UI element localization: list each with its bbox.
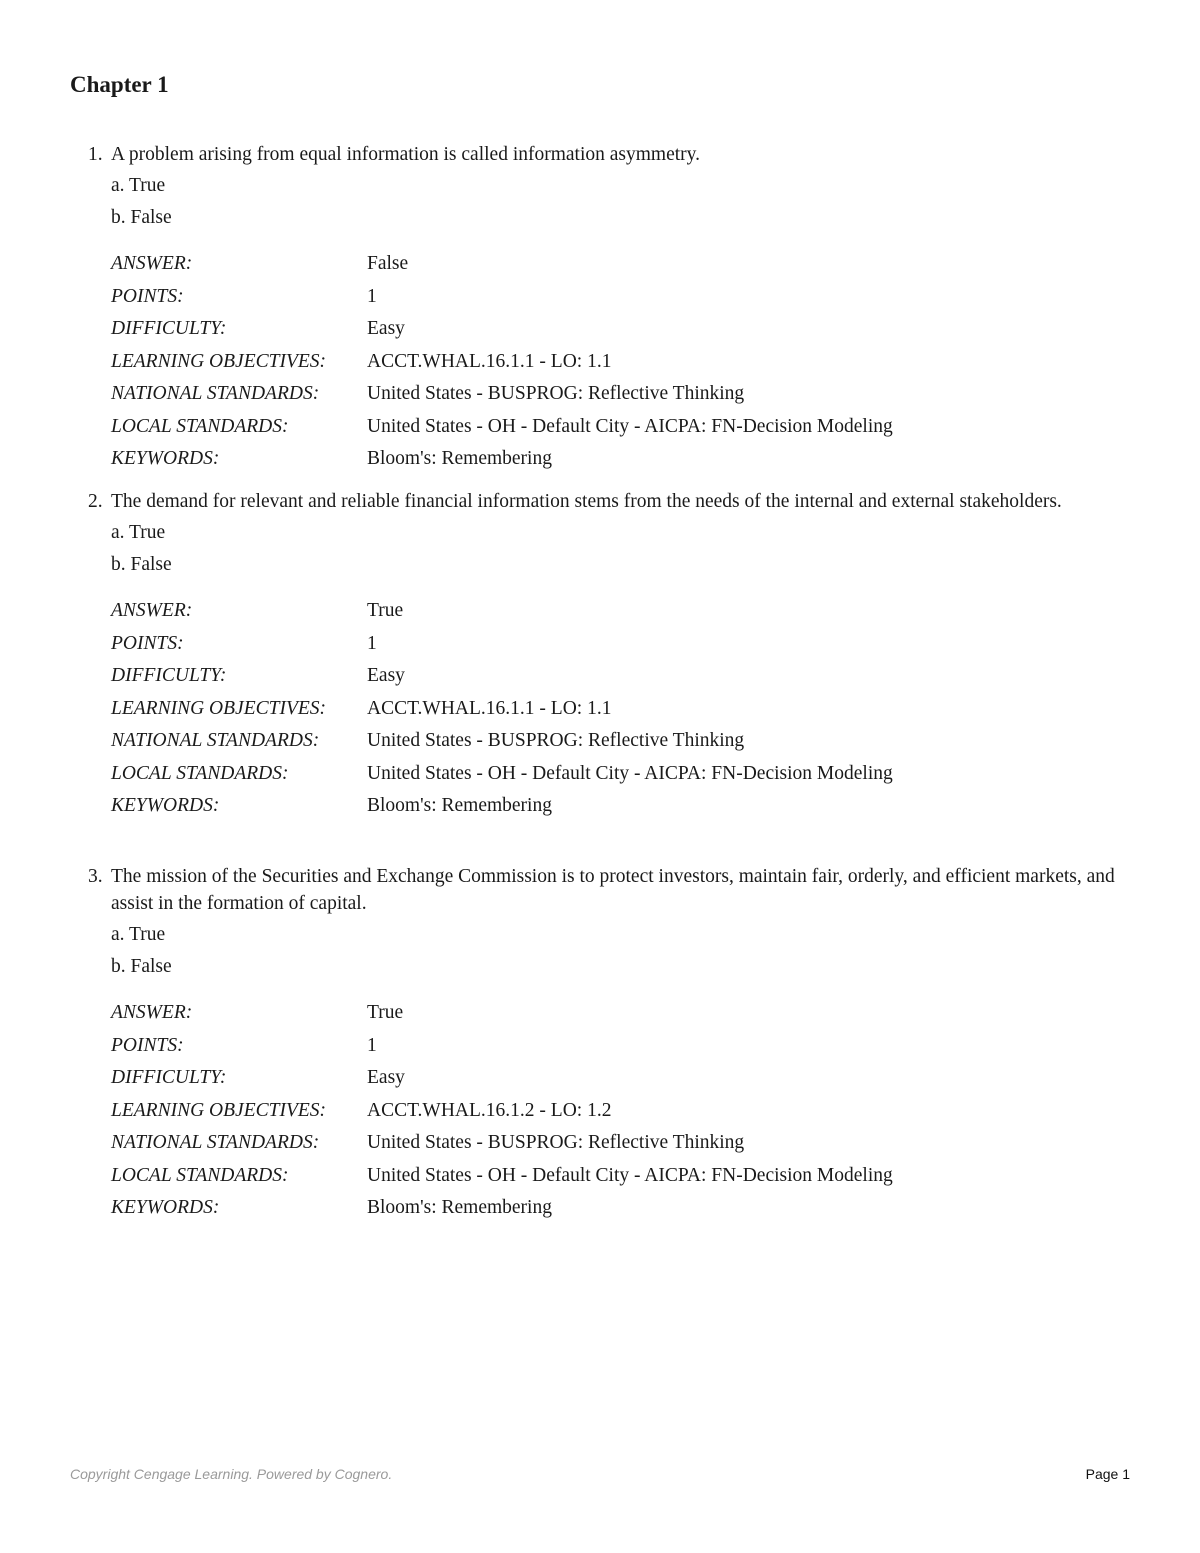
meta-key: POINTS:: [111, 285, 184, 307]
option-b: b. False: [111, 554, 172, 575]
meta-row-learning-objectives: [111, 1095, 893, 1128]
question-text: The mission of the Securities and Exchange Commission is to protect investors, maintain fair, orderly, and efficient markets, and assist in the formation of capital.: [111, 866, 1115, 914]
meta-key: LOCAL STANDARDS:: [111, 415, 289, 437]
meta-value: 1: [367, 285, 377, 307]
meta-row-points: [111, 1030, 893, 1063]
question-text: The demand for relevant and reliable financial information stems from the needs of the internal and external stakeholders.: [111, 491, 1062, 512]
question-stem: [88, 863, 1118, 917]
question-metadata: [111, 997, 893, 1225]
meta-value: False: [367, 253, 409, 275]
meta-row-points: [111, 628, 893, 661]
meta-value: True: [367, 600, 404, 622]
meta-row-local-standards: [111, 1160, 893, 1193]
meta-value: Easy: [367, 1067, 405, 1089]
option-b: b. False: [111, 956, 172, 977]
option-a: a. True: [111, 924, 166, 945]
meta-row-national-standards: [111, 725, 893, 758]
meta-row-points: [111, 281, 893, 314]
meta-value: United States - BUSPROG: Reflective Thinking: [367, 1132, 745, 1154]
question-2: [88, 488, 1118, 823]
meta-key: KEYWORDS:: [111, 448, 220, 470]
meta-key: DIFFICULTY:: [111, 318, 227, 340]
answer-options: [111, 919, 1118, 983]
meta-row-answer: [111, 595, 893, 628]
question-number: 3.: [88, 866, 103, 887]
meta-row-keywords: [111, 1192, 893, 1225]
meta-row-answer: [111, 248, 893, 281]
meta-row-keywords: [111, 790, 893, 823]
meta-value: United States - OH - Default City - AICPA: FN-Decision Modeling: [367, 762, 893, 784]
meta-row-learning-objectives: [111, 346, 893, 379]
question-number: 2.: [88, 491, 103, 512]
meta-value: True: [367, 1002, 404, 1024]
page-title: Chapter 1: [70, 72, 169, 97]
question-metadata: [111, 248, 893, 476]
meta-row-difficulty: [111, 660, 893, 693]
meta-key: DIFFICULTY:: [111, 665, 227, 687]
meta-value: Bloom's: Remembering: [367, 795, 552, 817]
question-metadata: [111, 595, 893, 823]
option-b: b. False: [111, 207, 172, 228]
meta-key: LEARNING OBJECTIVES:: [111, 1099, 327, 1121]
question-number: 1.: [88, 144, 103, 165]
meta-value: ACCT.WHAL.16.1.2 - LO: 1.2: [367, 1099, 612, 1121]
meta-row-learning-objectives: [111, 693, 893, 726]
question-3: [88, 863, 1118, 1225]
meta-key: KEYWORDS:: [111, 795, 220, 817]
footer-copyright: Copyright Cengage Learning. Powered by Cognero.: [70, 1466, 393, 1482]
meta-value: ACCT.WHAL.16.1.1 - LO: 1.1: [367, 350, 612, 372]
meta-key: POINTS:: [111, 1034, 184, 1056]
meta-row-keywords: [111, 443, 893, 476]
meta-key: NATIONAL STANDARDS:: [111, 1132, 320, 1154]
question-text: A problem arising from equal information is called information asymmetry.: [111, 144, 701, 165]
meta-key: ANSWER:: [111, 600, 193, 622]
meta-row-national-standards: [111, 1127, 893, 1160]
meta-row-difficulty: [111, 313, 893, 346]
question-stem: [88, 141, 1118, 168]
meta-value: United States - BUSPROG: Reflective Thinking: [367, 383, 745, 405]
meta-key: LOCAL STANDARDS:: [111, 762, 289, 784]
meta-value: Bloom's: Remembering: [367, 448, 552, 470]
meta-key: ANSWER:: [111, 1002, 193, 1024]
option-a: a. True: [111, 522, 166, 543]
meta-value: 1: [367, 632, 377, 654]
meta-key: KEYWORDS:: [111, 1197, 220, 1219]
answer-options: [111, 517, 1118, 581]
meta-row-local-standards: [111, 758, 893, 791]
meta-value: United States - OH - Default City - AICPA: FN-Decision Modeling: [367, 415, 893, 437]
meta-value: 1: [367, 1034, 377, 1056]
meta-row-answer: [111, 997, 893, 1030]
meta-key: LEARNING OBJECTIVES:: [111, 350, 327, 372]
question-1: [88, 141, 1118, 476]
meta-key: ANSWER:: [111, 253, 193, 275]
meta-row-national-standards: [111, 378, 893, 411]
meta-value: Easy: [367, 318, 405, 340]
footer-page-number: Page 1: [1085, 1466, 1130, 1482]
meta-value: United States - OH - Default City - AICPA: FN-Decision Modeling: [367, 1164, 893, 1186]
meta-key: LEARNING OBJECTIVES:: [111, 697, 327, 719]
meta-value: Easy: [367, 665, 405, 687]
meta-row-local-standards: [111, 411, 893, 444]
meta-value: ACCT.WHAL.16.1.1 - LO: 1.1: [367, 697, 612, 719]
answer-options: [111, 170, 1118, 234]
meta-key: NATIONAL STANDARDS:: [111, 730, 320, 752]
option-a: a. True: [111, 175, 166, 196]
meta-key: NATIONAL STANDARDS:: [111, 383, 320, 405]
meta-key: POINTS:: [111, 632, 184, 654]
meta-key: LOCAL STANDARDS:: [111, 1164, 289, 1186]
meta-row-difficulty: [111, 1062, 893, 1095]
question-stem: [88, 488, 1118, 515]
meta-value: Bloom's: Remembering: [367, 1197, 552, 1219]
meta-value: United States - BUSPROG: Reflective Thinking: [367, 730, 745, 752]
meta-key: DIFFICULTY:: [111, 1067, 227, 1089]
